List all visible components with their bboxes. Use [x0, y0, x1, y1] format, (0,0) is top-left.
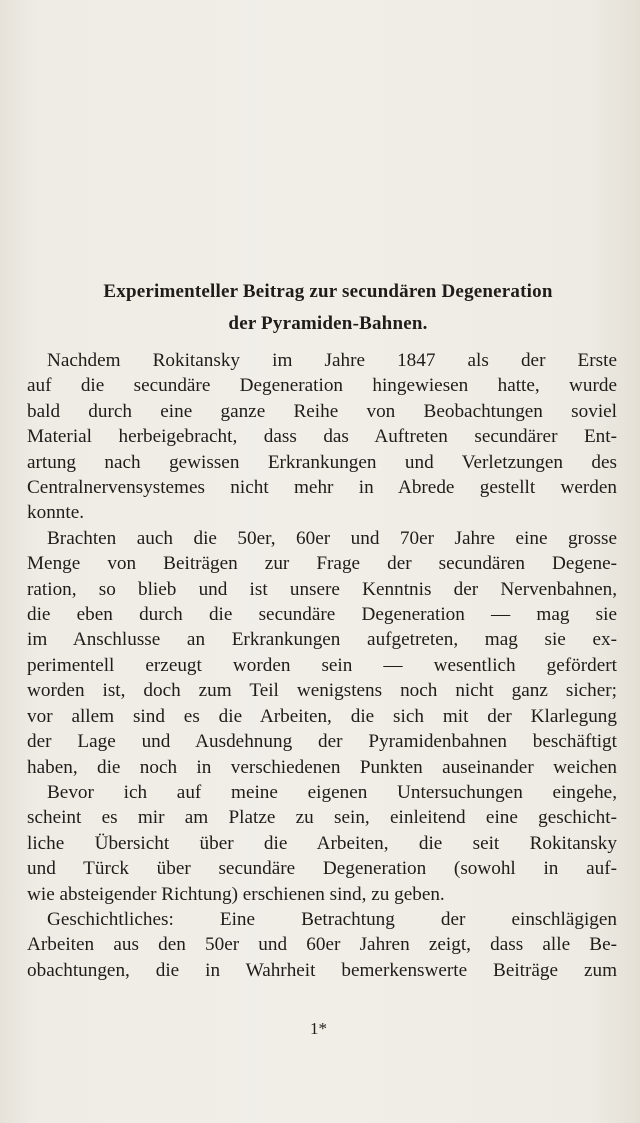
- title-line-1: Experimenteller Beitrag zur secundären Degeneration: [103, 281, 553, 302]
- text-line: worden ist, doch zum Teil wenigstens noch nicht ganz sicher;: [27, 680, 617, 702]
- text-line: konnte.: [27, 502, 85, 524]
- text-line: die eben durch die secundäre Degeneration — mag sie: [27, 604, 617, 626]
- text-line: Arbeiten aus den 50er und 60er Jahren zeigt, dass alle Be-: [27, 934, 617, 956]
- text-line: im Anschlusse an Erkrankungen aufgetreten, mag sie ex-: [27, 629, 617, 651]
- text-line: scheint es mir am Platze zu sein, einleitend eine geschicht-: [27, 807, 617, 829]
- text-line: bald durch eine ganze Reihe von Beobachtungen soviel: [27, 400, 617, 422]
- text-line: Bevor ich auf meine eigenen Untersuchungen eingehe,: [47, 781, 617, 803]
- text-line: der Lage und Ausdehnung der Pyramidenbahnen beschäftigt: [27, 731, 617, 753]
- text-line: Material herbeigebracht, dass das Auftreten secundärer Ent-: [27, 426, 617, 448]
- text-line: Geschichtliches: Eine Betrachtung der einschlägigen: [47, 908, 617, 930]
- text-line: auf die secundäre Degeneration hingewiesen hatte, wurde: [27, 375, 617, 397]
- text-line: vor allem sind es die Arbeiten, die sich mit der Klarlegung: [27, 705, 617, 727]
- article-title: [28, 276, 628, 340]
- text-line: artung nach gewissen Erkrankungen und Verletzungen des: [27, 451, 617, 473]
- text-line: obachtungen, die in Wahrheit bemerkenswerte Beiträge zum: [27, 959, 617, 981]
- signature-mark: 1*: [310, 1019, 327, 1038]
- text-line: perimentell erzeugt worden sein — wesentlich gefördert: [27, 654, 617, 676]
- body-text: [27, 348, 617, 983]
- text-line: Menge von Beiträgen zur Frage der secundären Degene-: [27, 553, 617, 575]
- text-line: Brachten auch die 50er, 60er und 70er Jahre eine grosse: [47, 527, 617, 549]
- title-line-2: der Pyramiden-Bahnen.: [228, 313, 428, 334]
- text-line: haben, die noch in verschiedenen Punkten auseinander weichen: [27, 756, 617, 778]
- text-line: liche Übersicht über die Arbeiten, die seit Rokitansky: [27, 832, 617, 854]
- text-line: ration, so blieb und ist unsere Kenntnis der Nervenbahnen,: [27, 578, 617, 600]
- text-line: und Türck über secundäre Degeneration (sowohl in auf-: [27, 858, 617, 880]
- text-line: wie absteigender Richtung) erschienen sind, zu geben.: [27, 883, 445, 905]
- text-line: Centralnervensystemes nicht mehr in Abrede gestellt werden: [27, 477, 617, 499]
- text-line: Nachdem Rokitansky im Jahre 1847 als der Erste: [47, 350, 617, 371]
